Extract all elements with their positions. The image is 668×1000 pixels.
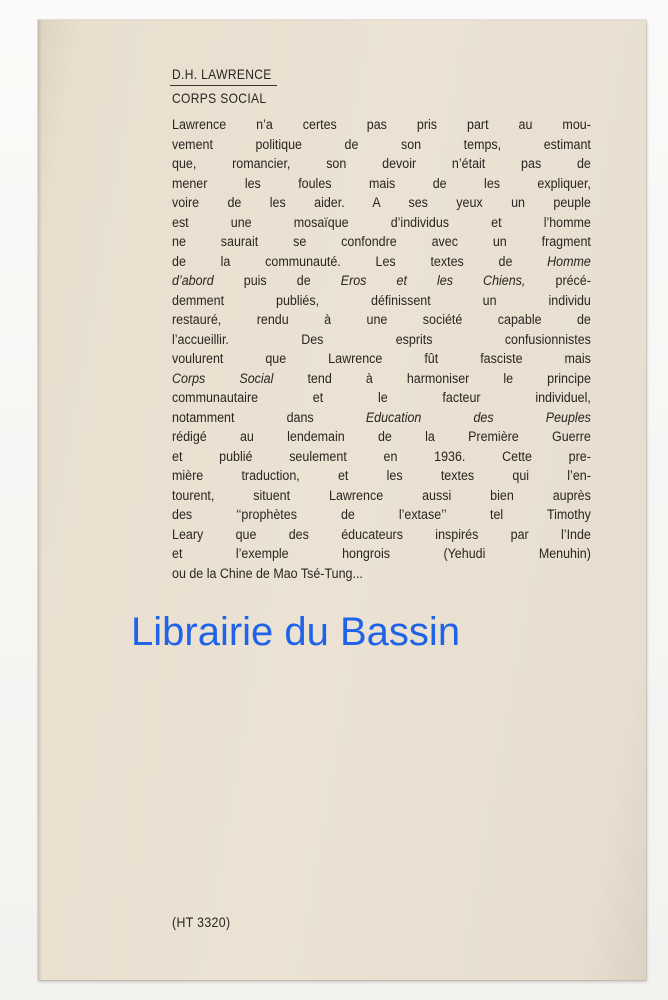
- blurb-segment: de la communauté. Les textes de: [172, 253, 548, 270]
- blurb-line: [172, 428, 591, 448]
- blurb-line: [172, 136, 591, 156]
- author-name: D.H. LAWRENCE: [172, 66, 272, 82]
- blurb-segment: Leary que des éducateurs inspirés par l’Inde: [172, 526, 591, 543]
- blurb-line: [172, 214, 591, 234]
- blurb-segment: puis de: [213, 273, 341, 289]
- blurb-segment: Lawrence n’a certes pas pris part au mou-: [172, 117, 591, 133]
- blurb-italic-segment: d’abord: [172, 273, 214, 289]
- blurb-line: [172, 253, 591, 273]
- blurb-segment: voire de les aider. A ses yeux un peuple: [172, 195, 591, 211]
- blurb-line: [172, 506, 591, 526]
- blurb-line: [172, 175, 591, 195]
- blurb-line: [172, 526, 591, 546]
- blurb-line: [172, 448, 591, 468]
- blurb-segment: demment publiés, définissent un individu: [172, 292, 591, 309]
- bookshop-watermark: Librairie du Bassin: [131, 610, 461, 654]
- blurb-line: [172, 370, 591, 390]
- blurb-segment: est une mosaïque d’individus et l’homme: [172, 214, 591, 231]
- blurb-segment: l’accueillir. Des esprits confusionnistes: [172, 331, 591, 348]
- blurb-segment: mière traduction, et les textes qui l’en-: [172, 468, 591, 484]
- blurb-line: [172, 233, 591, 253]
- blurb-segment: et publié seulement en 1936. Cette pre-: [172, 448, 591, 465]
- blurb-segment: et l’exemple hongrois (Yehudi Menuhin): [172, 546, 591, 562]
- blurb-line: [172, 311, 591, 331]
- blurb-line: [172, 116, 591, 136]
- blurb-segment: que, romancier, son devoir n’était pas de: [172, 156, 591, 172]
- blurb-segment: mener les foules mais de les expliquer,: [172, 175, 591, 192]
- blurb-line: [172, 409, 591, 429]
- blurb-segment: précé-: [525, 273, 591, 289]
- blurb-line: [172, 292, 591, 312]
- cover-spine-edge: [38, 20, 42, 980]
- blurb-segment: communautaire et le facteur individuel,: [172, 390, 591, 406]
- blurb-line: [172, 194, 591, 214]
- blurb-segment: tourent, situent Lawrence aussi bien auprès: [172, 487, 591, 504]
- blurb-text: [172, 116, 591, 584]
- blurb-segment: restauré, rendu à une société capable de: [172, 312, 591, 328]
- title-divider: [170, 85, 277, 86]
- blurb-segment: rédigé au lendemain de la Première Guerre: [172, 429, 591, 445]
- blurb-segment: voulurent que Lawrence fût fasciste mais: [172, 351, 591, 367]
- blurb-italic-segment: Corps Social: [172, 370, 274, 387]
- blurb-line: [172, 155, 591, 175]
- blurb-line: [172, 545, 591, 565]
- blurb-segment: des ‘‘prophètes de l’extase’’ tel Timothy: [172, 507, 591, 523]
- blurb-segment: vement politique de son temps, estimant: [172, 136, 591, 153]
- blurb-line: [172, 272, 591, 292]
- blurb-segment: tend à harmoniser le principe: [273, 370, 591, 387]
- blurb-segment: notamment dans: [172, 409, 366, 426]
- blurb-segment: ou de la Chine de Mao Tsé-Tung...: [172, 565, 363, 582]
- catalog-code: (HT 3320): [172, 914, 231, 930]
- blurb-line: [172, 565, 591, 585]
- blurb-italic-segment: Homme: [547, 253, 591, 270]
- blurb-line: [172, 331, 591, 351]
- blurb-line: [172, 467, 591, 487]
- blurb-italic-segment: Education des Peuples: [365, 409, 591, 426]
- blurb-line: [172, 389, 591, 409]
- blurb-lines: [172, 116, 591, 584]
- blurb-line: [172, 350, 591, 370]
- blurb-segment: ne saurait se confondre avec un fragment: [172, 234, 591, 250]
- blurb-line: [172, 487, 591, 507]
- blurb-italic-segment: Eros et les Chiens,: [340, 273, 526, 289]
- book-title: CORPS SOCIAL: [172, 90, 267, 106]
